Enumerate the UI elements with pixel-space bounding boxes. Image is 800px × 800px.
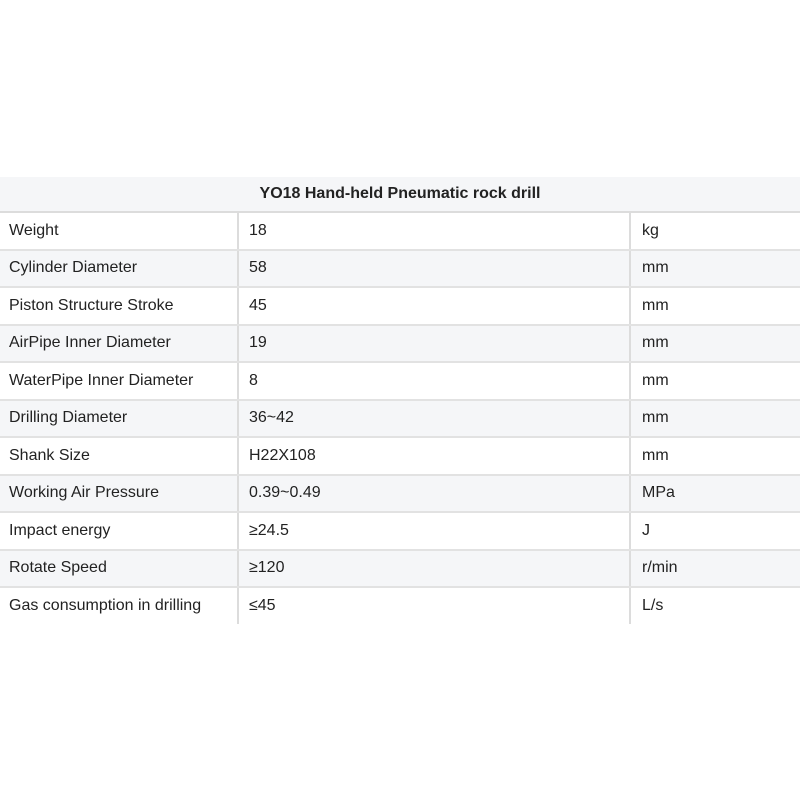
parameter-cell: Piston Structure Stroke bbox=[0, 287, 238, 325]
table-header-row bbox=[0, 177, 800, 212]
unit-cell: mm bbox=[630, 400, 800, 438]
value-cell: 18 bbox=[238, 212, 630, 250]
table-row bbox=[0, 362, 800, 400]
unit-cell: MPa bbox=[630, 475, 800, 513]
value-cell: ≥24.5 bbox=[238, 512, 630, 550]
table-body bbox=[0, 212, 800, 624]
table-row bbox=[0, 512, 800, 550]
unit-cell: mm bbox=[630, 250, 800, 288]
parameter-cell: Shank Size bbox=[0, 437, 238, 475]
table-row bbox=[0, 250, 800, 288]
unit-cell: kg bbox=[630, 212, 800, 250]
parameter-cell: Working Air Pressure bbox=[0, 475, 238, 513]
parameter-cell: AirPipe Inner Diameter bbox=[0, 325, 238, 363]
parameter-cell: Cylinder Diameter bbox=[0, 250, 238, 288]
value-cell: 36~42 bbox=[238, 400, 630, 438]
table-row bbox=[0, 212, 800, 250]
value-cell: 19 bbox=[238, 325, 630, 363]
parameter-cell: Weight bbox=[0, 212, 238, 250]
table-row bbox=[0, 437, 800, 475]
table-row bbox=[0, 325, 800, 363]
table-row bbox=[0, 287, 800, 325]
unit-cell: mm bbox=[630, 437, 800, 475]
unit-cell: L/s bbox=[630, 587, 800, 624]
table-row bbox=[0, 550, 800, 588]
table-row bbox=[0, 587, 800, 624]
unit-cell: mm bbox=[630, 362, 800, 400]
value-cell: 0.39~0.49 bbox=[238, 475, 630, 513]
value-cell: ≤45 bbox=[238, 587, 630, 624]
parameter-cell: Rotate Speed bbox=[0, 550, 238, 588]
value-cell: 8 bbox=[238, 362, 630, 400]
parameter-cell: Gas consumption in drilling bbox=[9, 596, 202, 614]
table-row bbox=[0, 475, 800, 513]
unit-cell: mm bbox=[630, 325, 800, 363]
value-cell: 45 bbox=[238, 287, 630, 325]
value-cell: 58 bbox=[238, 250, 630, 288]
table-row bbox=[0, 400, 800, 438]
unit-cell: J bbox=[630, 512, 800, 550]
value-cell: ≥120 bbox=[238, 550, 630, 588]
spec-table bbox=[0, 177, 800, 624]
value-cell: H22X108 bbox=[238, 437, 630, 475]
unit-cell: mm bbox=[630, 287, 800, 325]
table-title: YO18 Hand-held Pneumatic rock drill bbox=[0, 177, 800, 212]
parameter-cell: Impact energy bbox=[0, 512, 238, 550]
unit-cell: r/min bbox=[630, 550, 800, 588]
parameter-cell: Drilling Diameter bbox=[0, 400, 238, 438]
parameter-cell: WaterPipe Inner Diameter bbox=[0, 362, 238, 400]
